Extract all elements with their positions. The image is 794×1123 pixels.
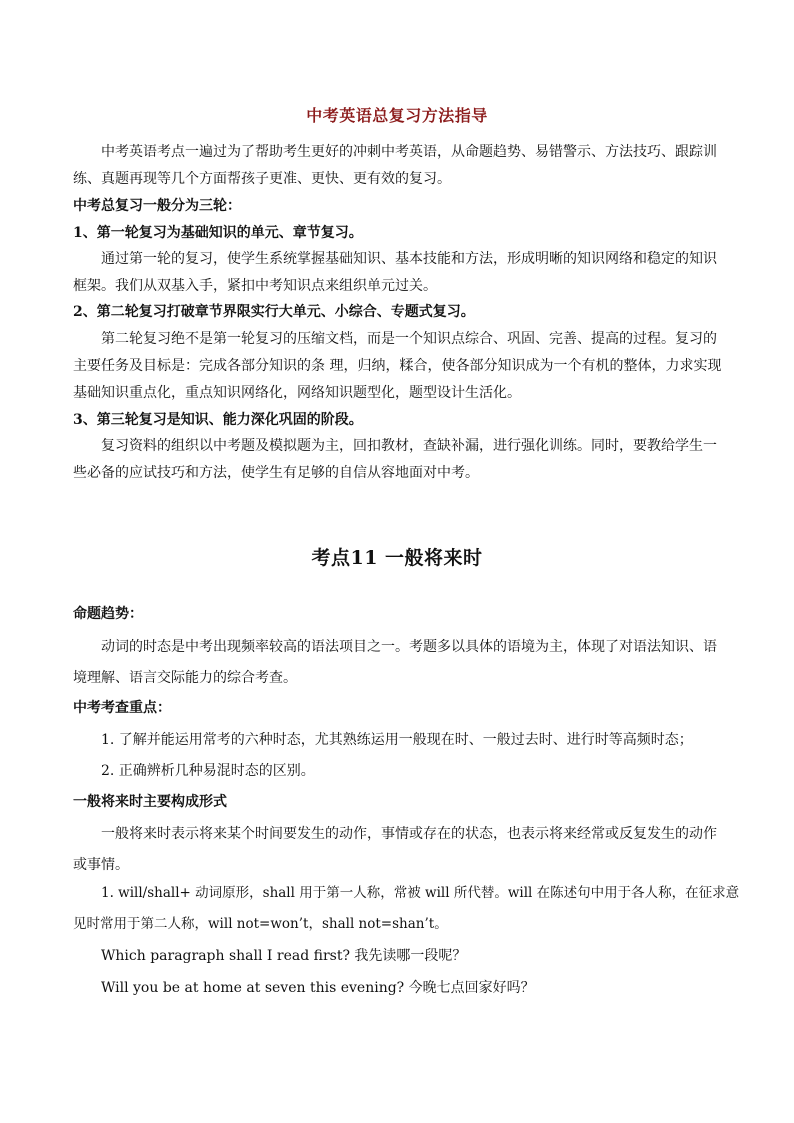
example-sentence: Which paragraph shall I read first? 我先读哪一段呢？ xyxy=(101,948,467,964)
example-sentence: Will you be at home at seven this evening? 今晚七点回家好吗？ xyxy=(101,980,535,996)
trend-heading: 命题趋势： xyxy=(73,606,143,622)
round1-heading: 1、第一轮复习为基础知识的单元、章节复习。 xyxy=(73,225,363,241)
trend-paragraph: 动词的时态是中考出现频率较高的语法项目之一。考题多以具体的语境为主，体现了对语法知识、语境理解、语言交际能力的综合考查。 xyxy=(73,639,717,686)
form-paragraph: 一般将来时表示将来某个时间要发生的动作，事情或存在的状态，也表示将来经常或反复发生的动作或事情。 xyxy=(73,826,717,873)
focus-item: 2. 正确辨析几种易混时态的区别。 xyxy=(101,763,315,779)
form-heading: 一般将来时主要构成形式 xyxy=(73,794,227,810)
rule-line: 1. will/shall+ 动词原形，shall 用于第一人称，常被 will 所代替。will 在陈述句中用于各人称，在征求意 xyxy=(101,885,740,901)
round1-paragraph: 通过第一轮的复习，使学生系统掌握基础知识、基本技能和方法，形成明晰的知识网络和稳定的知识框架。我们从双基入手，紧扣中考知识点来组织单元过关。 xyxy=(73,251,717,294)
rule-line: 见时常用于第二人称，will not=won’t，shall not=shan’t。 xyxy=(73,916,448,932)
focus-heading: 中考考查重点： xyxy=(73,700,171,716)
topic-title: 考点11 一般将来时 xyxy=(311,547,483,569)
round2-paragraph: 第二轮复习绝不是第一轮复习的压缩文档，而是一个知识点综合、巩固、完善、提高的过程。复习的主要任务及目标是：完成各部分知识的条 理，归纳，糅合，使各部分知识成为一个有机的整体，力求实现基础知识重点化，重点知识网络化，网络知识题型化，题型设计生活化。 xyxy=(73,331,722,401)
intro-paragraph: 中考英语考点一遍过为了帮助考生更好的冲刺中考英语，从命题趋势、易错警示、方法技巧、跟踪训练、真题再现等几个方面帮孩子更准、更快、更有效的复习。 xyxy=(73,144,717,187)
guide-title: 中考英语总复习方法指导 xyxy=(306,106,488,125)
round2-heading: 2、第二轮复习打破章节界限实行大单元、小综合、专题式复习。 xyxy=(73,304,475,320)
rounds-heading: 中考总复习一般分为三轮： xyxy=(73,198,241,214)
round3-heading: 3、第三轮复习是知识、能力深化巩固的阶段。 xyxy=(73,412,363,428)
focus-item: 1. 了解并能运用常考的六种时态，尤其熟练运用一般现在时、一般过去时、进行时等高频时态； xyxy=(101,732,693,748)
round3-paragraph: 复习资料的组织以中考题及模拟题为主，回扣教材，查缺补漏，进行强化训练。同时，要教给学生一些必备的应试技巧和方法，使学生有足够的自信从容地面对中考。 xyxy=(73,438,717,481)
